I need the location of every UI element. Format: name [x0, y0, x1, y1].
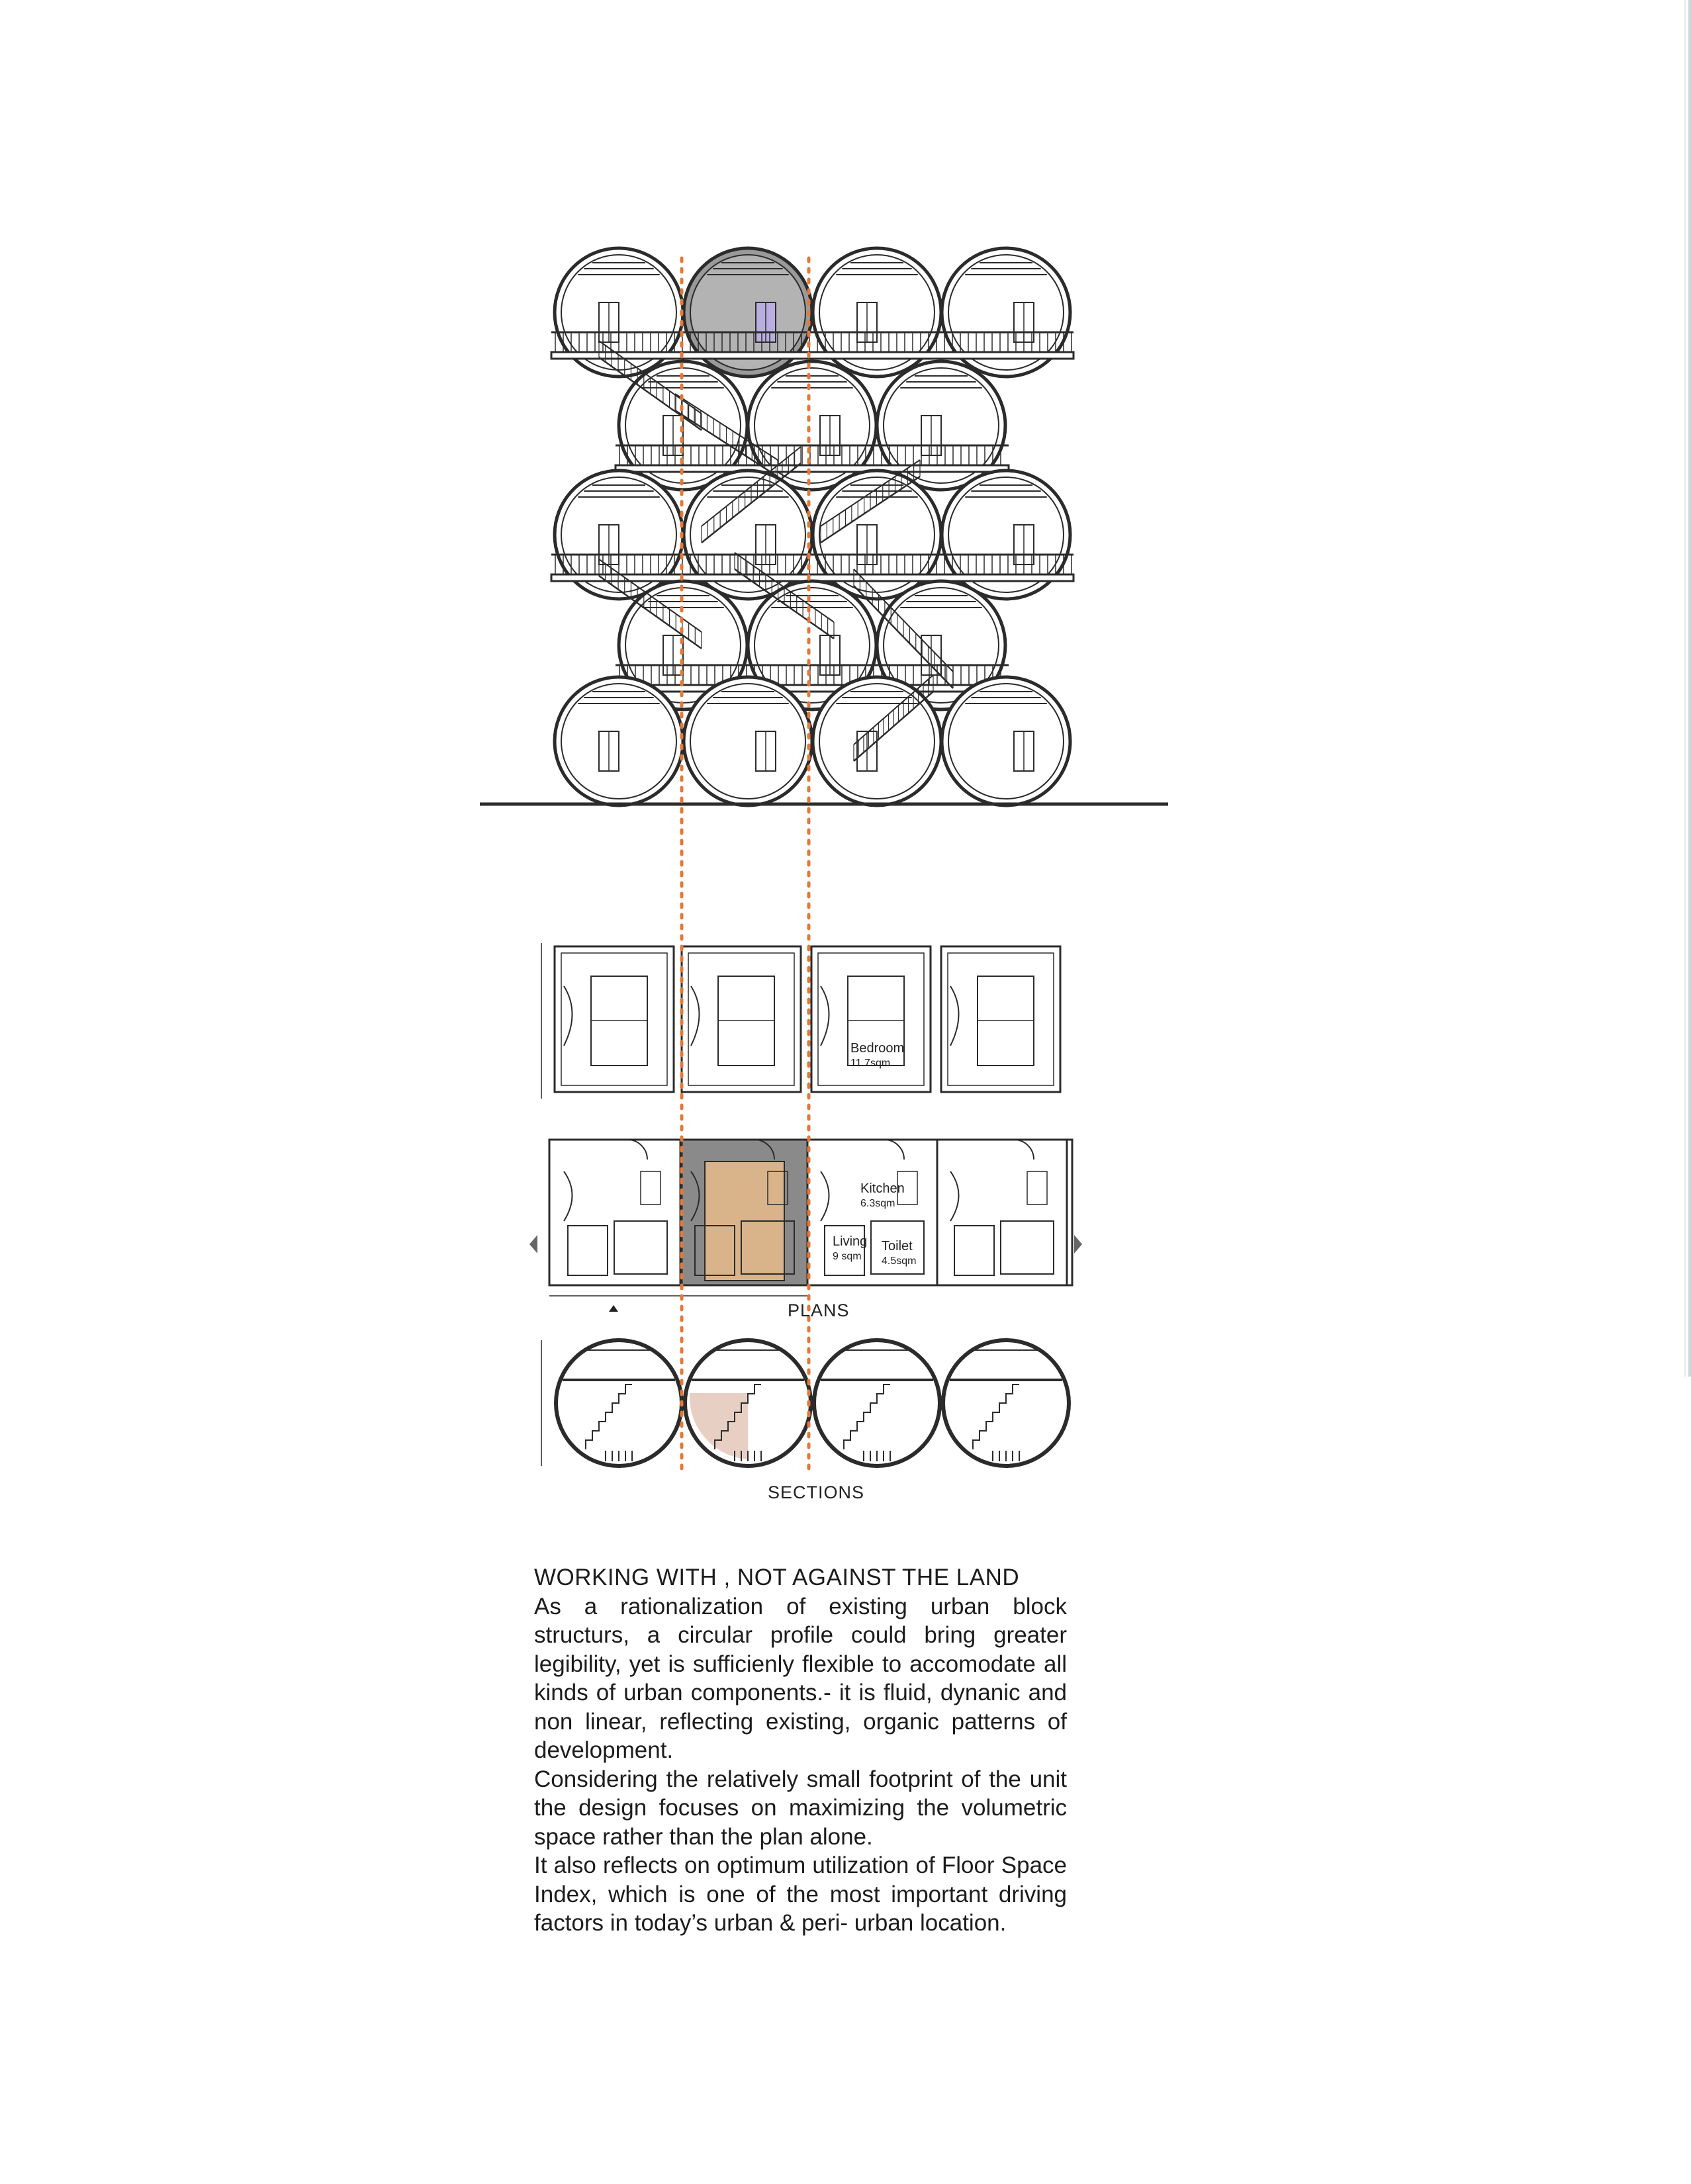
toilet-room: [614, 1221, 667, 1274]
pod-unit: [684, 677, 812, 805]
door-swing: [627, 1140, 647, 1160]
section-pod: [556, 1340, 682, 1466]
section-pod: [943, 1340, 1069, 1466]
north-arrow: [609, 1305, 618, 1312]
toilet-room: [1001, 1221, 1054, 1274]
section-marker-right: [1074, 1235, 1082, 1253]
living-room: [568, 1226, 608, 1275]
spiral-stair: [950, 1171, 959, 1221]
spiral-stair: [821, 1171, 829, 1221]
living-level-unit: [564, 1140, 680, 1285]
description-paragraph-2: Considering the relatively small footprint of the unit the design focuses on maximizing the volumetric space rather than the plan alone.: [534, 1766, 1067, 1850]
door-swing: [1014, 1140, 1034, 1160]
section-drawings: [541, 1340, 1069, 1466]
spiral-stair: [564, 986, 572, 1046]
bedroom-area-label: 11.7sqm: [850, 1058, 891, 1069]
bedroom-label: Bedroom: [850, 1041, 905, 1056]
door-swing: [884, 1140, 904, 1160]
toilet-label: Toilet: [882, 1239, 913, 1253]
toilet-area-label: 4.5sqm: [882, 1255, 917, 1267]
section-tint: [690, 1393, 748, 1459]
bedroom-level-unit: [941, 946, 1060, 1092]
walkway-slab: [551, 352, 1074, 359]
spiral-stair: [950, 986, 959, 1046]
pod-shell: [942, 677, 1070, 805]
section-pod: [814, 1340, 940, 1466]
spiral-stair: [691, 986, 700, 1046]
elevation-drawing: [480, 248, 1168, 805]
description-heading: WORKING WITH , NOT AGAINST THE LAND: [534, 1565, 1020, 1590]
kitchen-counter: [641, 1171, 661, 1205]
kitchen-label: Kitchen: [860, 1181, 905, 1196]
living-area-label: 9 sqm: [833, 1251, 862, 1262]
pod-unit: [942, 677, 1070, 805]
kitchen-counter: [1027, 1171, 1047, 1205]
bedroom-level-unit: [682, 946, 801, 1092]
description-text-block: [534, 1563, 1067, 1938]
living-room: [954, 1226, 994, 1275]
spiral-stair: [821, 986, 829, 1046]
pod-shell: [684, 677, 812, 805]
description-paragraph-3: It also reflects on optimum utilization of Floor Space Index, which is one of the most important driving factors in today’s urban & peri- urban location.: [534, 1852, 1067, 1936]
bedroom-level-unit: [811, 946, 931, 1092]
kitchen-area-label: 6.3sqm: [860, 1198, 895, 1209]
floor-plans: [529, 943, 1082, 1312]
plans-caption: PLANS: [788, 1300, 850, 1320]
bedroom-level-unit: [555, 946, 674, 1092]
living-level-unit: [950, 1140, 1067, 1285]
sections-caption: SECTIONS: [768, 1482, 865, 1502]
section-pod: [685, 1340, 811, 1466]
description-paragraph-1: As a rationalization of existing urban block structurs, a circular profile could bring greater legibility, yet is sufficienly flexible to accomodate all kinds of urban components.- it is fluid, dynanic and non linear, reflecting existing, organic patterns of development.: [534, 1593, 1067, 1763]
section-marker-left: [529, 1235, 537, 1253]
walkway-slab: [616, 465, 1009, 472]
living-label: Living: [833, 1234, 868, 1249]
living-level-unit: [821, 1140, 937, 1285]
pod-unit: [555, 677, 683, 805]
spiral-stair: [564, 1171, 572, 1221]
